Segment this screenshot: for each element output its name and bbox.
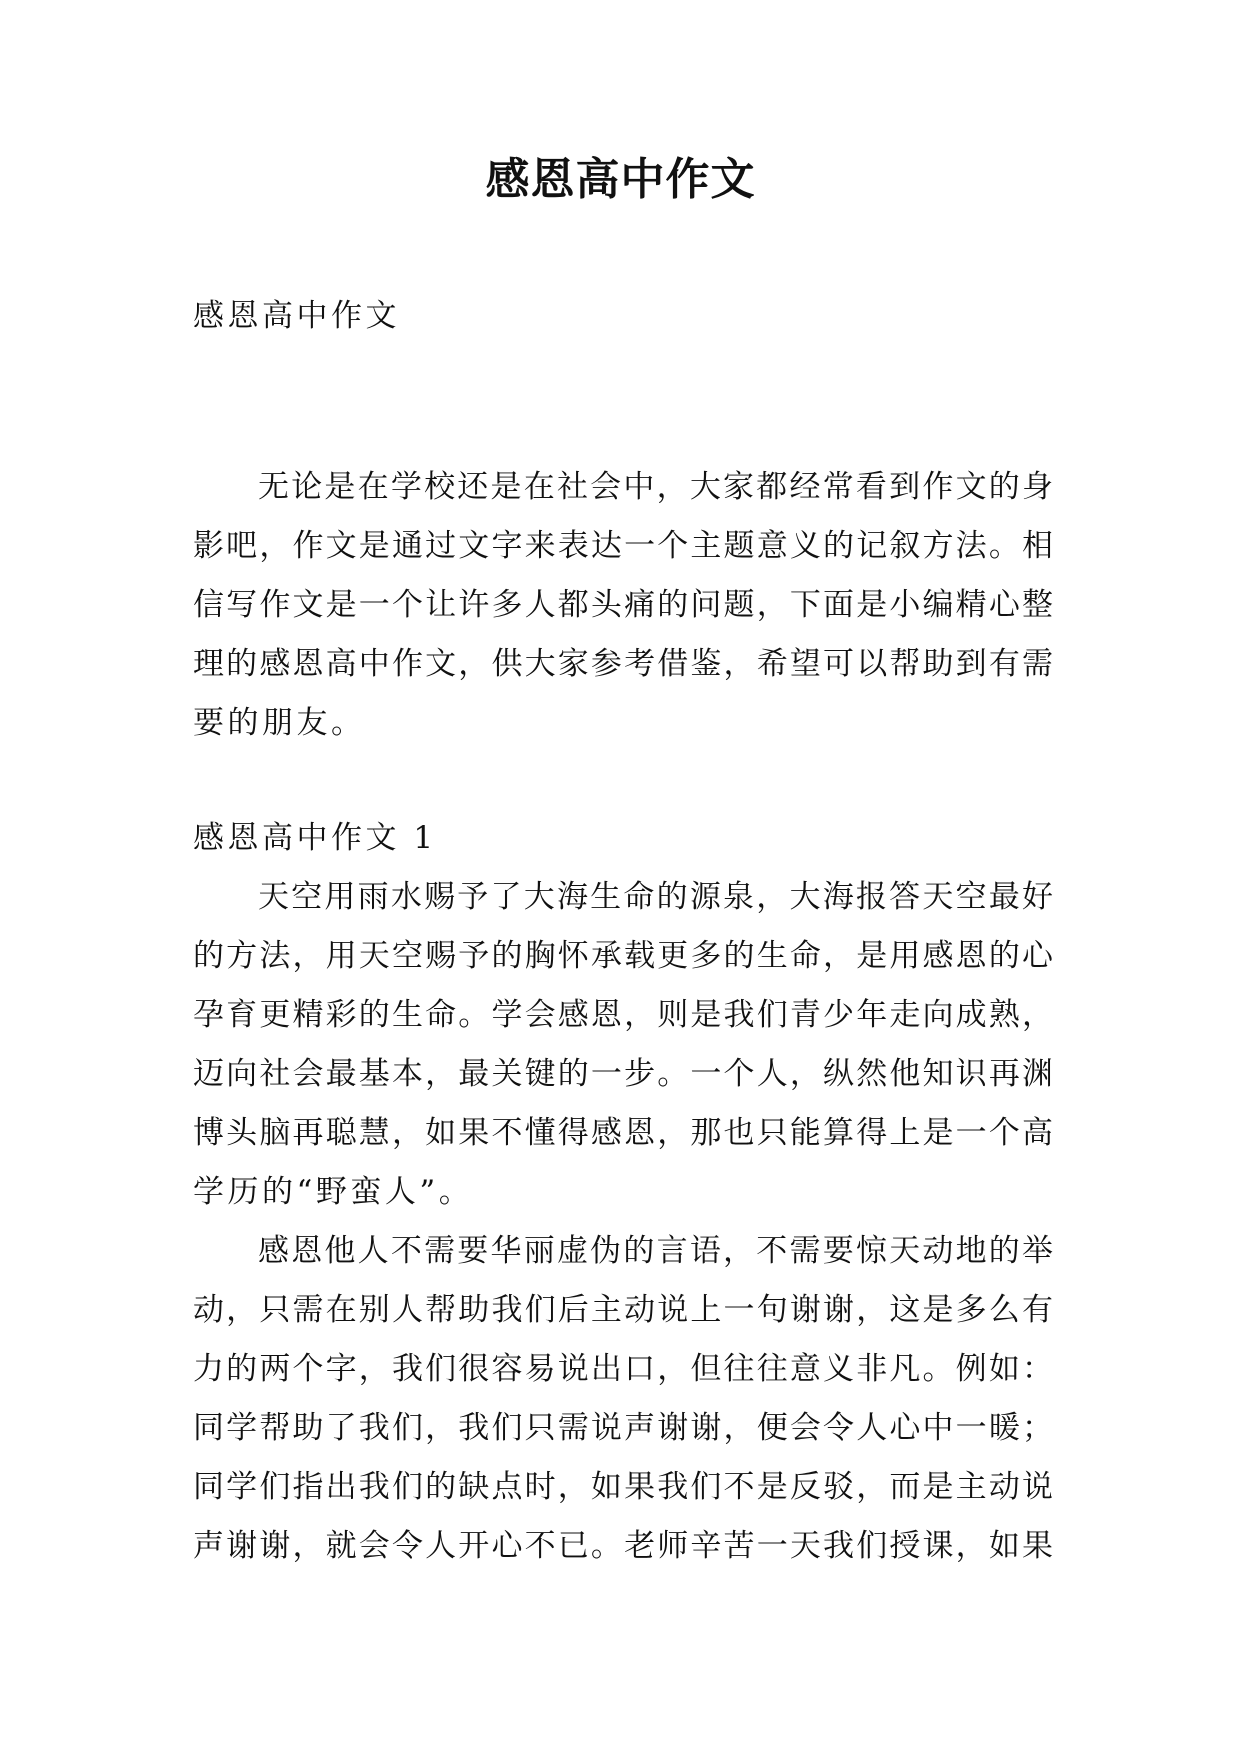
para2-line-6: 声谢谢，就会令人开心不已。老师辛苦一天我们授课，如果 (193, 1528, 1053, 1564)
para2-line-5: 同学们指出我们的缺点时，如果我们不是反驳，而是主动说 (193, 1469, 1053, 1505)
intro-line-5: 要的朋友。 (193, 705, 366, 741)
para2-line-3: 力的两个字，我们很容易说出口，但往往意义非凡。例如： (193, 1351, 1053, 1387)
para2-line-4: 同学帮助了我们，我们只需说声谢谢，便会令人心中一暖； (193, 1410, 1053, 1446)
para1-line-3: 孕育更精彩的生命。学会感恩，则是我们青少年走向成熟， (193, 997, 1053, 1033)
intro-line-1: 无论是在学校还是在社会中，大家都经常看到作文的身 (258, 469, 1053, 505)
para1-line-5: 博头脑再聪慧，如果不懂得感恩，那也只能算得上是一个高 (193, 1115, 1053, 1151)
subtitle: 感恩高中作文 (193, 298, 400, 334)
intro-line-4: 理的感恩高中作文，供大家参考借鉴，希望可以帮助到有需 (193, 646, 1053, 682)
document-title: 感恩高中作文 (485, 154, 756, 205)
section-heading: 感恩高中作文 1 (193, 820, 437, 856)
para1-line-2: 的方法，用天空赐予的胸怀承载更多的生命，是用感恩的心 (193, 938, 1053, 974)
para2-line-1: 感恩他人不需要华丽虚伪的言语，不需要惊天动地的举 (258, 1233, 1053, 1269)
intro-line-2: 影吧，作文是通过文字来表达一个主题意义的记叙方法。相 (193, 528, 1053, 564)
para2-line-2: 动，只需在别人帮助我们后主动说上一句谢谢，这是多么有 (193, 1292, 1053, 1328)
para1-line-4: 迈向社会最基本，最关键的一步。一个人，纵然他知识再渊 (193, 1056, 1053, 1092)
intro-line-3: 信写作文是一个让许多人都头痛的问题，下面是小编精心整 (193, 587, 1053, 623)
para1-line-6: 学历的“野蛮人”。 (193, 1174, 474, 1210)
para1-line-1: 天空用雨水赐予了大海生命的源泉，大海报答天空最好 (258, 879, 1053, 915)
